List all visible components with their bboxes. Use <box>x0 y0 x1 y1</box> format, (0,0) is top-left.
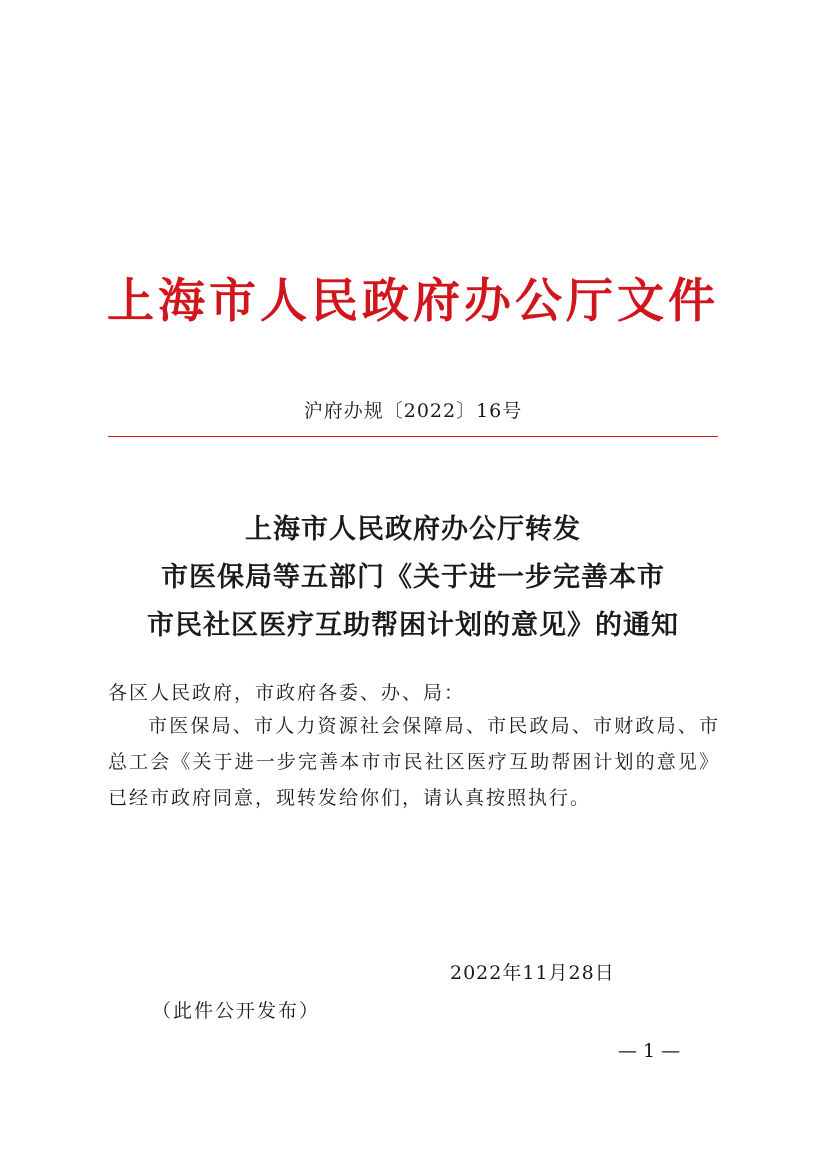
document-masthead: 上海市人民政府办公厅文件 <box>107 274 719 329</box>
title-line-2: 市医保局等五部门《关于进一步完善本市 <box>161 562 665 593</box>
title-line-1: 上海市人民政府办公厅转发 <box>245 514 581 545</box>
publication-note: （此件公开发布） <box>152 1000 321 1022</box>
salutation: 各区人民政府，市政府各委、办、局： <box>108 682 466 704</box>
issue-date: 2022年11月28日 <box>450 962 615 984</box>
document-number: 沪府办规〔2022〕16号 <box>303 400 523 422</box>
red-separator-line <box>108 436 718 437</box>
title-line-3: 市民社区医疗互助帮困计划的意见》的通知 <box>147 610 679 641</box>
body-paragraph: 市医保局、市人力资源社会保障局、市民政局、市财政局、市总工会《关于进一步完善本市市民社区医疗互助帮困计划的意见》已经市政府同意，现转发给你们，请认真按照执行。 <box>108 715 720 809</box>
page-number: — 1 — <box>618 1040 681 1062</box>
document-title <box>0 506 826 650</box>
